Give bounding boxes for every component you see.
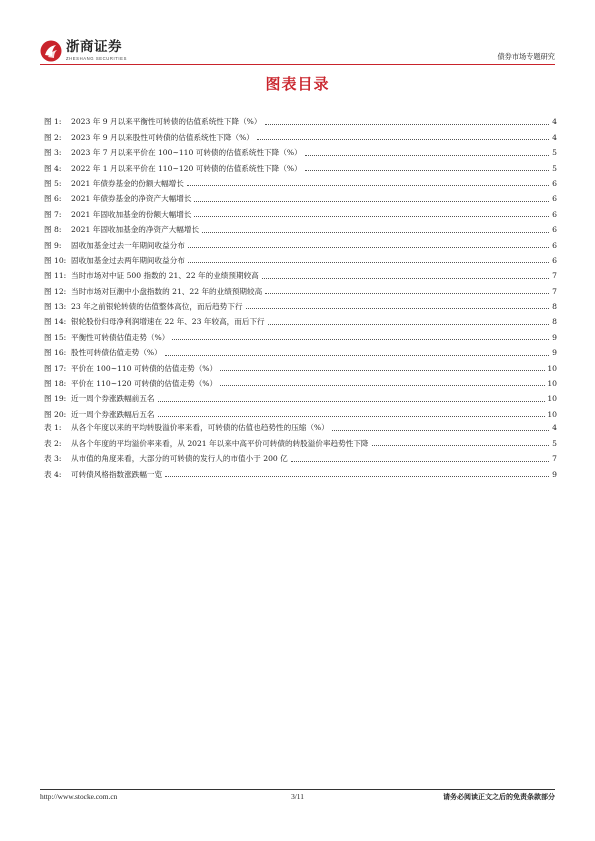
entry-title: 固收加基金过去两年期间收益分布 (71, 255, 185, 265)
dot-leader (165, 355, 549, 356)
entry-title: 近一周个券涨跌幅后五名 (71, 409, 155, 419)
entry-page-number: 7 (552, 271, 557, 281)
entry-page-number: 5 (552, 148, 557, 158)
entry-page-number: 6 (552, 255, 557, 265)
entry-label: 图 9: (44, 240, 62, 250)
entry-page-number: 6 (552, 178, 557, 188)
entry-title: 固收加基金过去一年期间收益分布 (71, 240, 185, 250)
dot-leader (194, 201, 549, 202)
table-entry[interactable] (44, 464, 557, 479)
page-footer (40, 792, 555, 804)
entry-title: 平价在 110~120 可转债的估值走势（%） (71, 379, 218, 389)
entry-label: 图 8: (44, 225, 62, 235)
figure-entry[interactable] (44, 235, 557, 250)
dot-leader (202, 232, 549, 233)
dot-leader (265, 293, 549, 294)
entry-label: 图 18: (44, 379, 67, 389)
logo-english-name: ZHESHANG SECURITIES (66, 55, 127, 61)
entry-page-number: 8 (552, 317, 557, 327)
entry-title: 2021 年固收加基金的份额大幅增长 (71, 209, 192, 219)
entry-page-number: 10 (547, 409, 557, 419)
figure-entry[interactable] (44, 174, 557, 189)
entry-label: 图 5: (44, 178, 62, 188)
entry-label: 图 6: (44, 194, 62, 204)
figure-entry[interactable] (44, 343, 557, 358)
entry-title: 2022 年 1 月以来平价在 110~120 可转债的估值系统性下降（%） (71, 163, 302, 173)
disclaimer-note: 请务必阅读正文之后的免责条款部分 (443, 792, 555, 801)
dot-leader (268, 324, 549, 325)
dot-leader (246, 308, 549, 309)
dot-leader (188, 262, 549, 263)
entry-label: 图 4: (44, 163, 62, 173)
entry-title: 2021 年固收加基金的净资产大幅增长 (71, 225, 200, 235)
entry-title: 23 年之前银轮转债的估值整体高位，而后趋势下行 (71, 302, 243, 312)
entry-page-number: 6 (552, 225, 557, 235)
entry-title: 从市值的角度来看，大部分的可转债的发行人的市值小于 200 亿 (71, 454, 288, 464)
dot-leader (305, 155, 549, 156)
figure-list (44, 112, 557, 420)
entry-title: 2021 年债券基金的份额大幅增长 (71, 178, 184, 188)
figure-entry[interactable] (44, 312, 557, 327)
entry-label: 图 1: (44, 117, 62, 127)
entry-title: 银轮股份归母净利润增速在 22 年、23 年较高，而后下行 (71, 317, 265, 327)
entry-title: 平价在 100~110 可转债的估值走势（%） (71, 363, 218, 373)
entry-page-number: 9 (552, 348, 557, 358)
entry-page-number: 7 (552, 286, 557, 296)
report-type: 债券市场专题研究 (497, 52, 555, 61)
entry-title: 2023 年 9 月以来平衡性可转债的估值系统性下降（%） (71, 117, 262, 127)
figure-entry[interactable] (44, 204, 557, 219)
table-entry[interactable] (44, 418, 557, 433)
entry-title: 近一周个券涨跌幅前五名 (71, 394, 155, 404)
figure-entry[interactable] (44, 112, 557, 127)
entry-title: 2021 年债券基金的净资产大幅增长 (71, 194, 192, 204)
figure-entry[interactable] (44, 251, 557, 266)
entry-label: 表 3: (44, 454, 62, 464)
website-link[interactable]: http://www.stocke.com.cn (40, 792, 118, 801)
entry-label: 图 14: (44, 317, 67, 327)
figure-entry[interactable] (44, 374, 557, 389)
entry-page-number: 5 (552, 438, 557, 448)
entry-title: 当时市场对巨潮中小盘指数的 21、22 年的业绩预期较高 (71, 286, 263, 296)
entry-title: 当时市场对中证 500 指数的 21、22 年的业绩预期较高 (71, 271, 259, 281)
dot-leader (257, 139, 549, 140)
dot-leader (332, 430, 549, 431)
entry-label: 图 15: (44, 332, 67, 342)
entry-label: 图 12: (44, 286, 67, 296)
dot-leader (165, 476, 549, 477)
entry-page-number: 7 (552, 454, 557, 464)
entry-page-number: 10 (547, 363, 557, 373)
entry-title: 2023 年 9 月以来股性可转债的估值系统性下降（%） (71, 132, 254, 142)
table-list (44, 418, 557, 480)
figure-entry[interactable] (44, 327, 557, 342)
entry-page-number: 8 (552, 302, 557, 312)
dot-leader (265, 124, 550, 125)
figure-entry[interactable] (44, 158, 557, 173)
entry-label: 图 10: (44, 255, 67, 265)
entry-page-number: 6 (552, 209, 557, 219)
header-divider (40, 64, 555, 65)
figure-entry[interactable] (44, 143, 557, 158)
page-title: 图表目录 (265, 75, 330, 93)
entry-page-number: 10 (547, 394, 557, 404)
dot-leader (158, 401, 546, 402)
entry-label: 图 13: (44, 302, 67, 312)
logo-chinese-name: 浙商证券 (66, 39, 122, 56)
entry-title: 可转债风格指数涨跌幅一览 (71, 469, 163, 479)
dot-leader (220, 385, 545, 386)
entry-label: 图 3: (44, 148, 62, 158)
figure-entry[interactable] (44, 281, 557, 296)
figure-entry[interactable] (44, 389, 557, 404)
dot-leader (305, 170, 549, 171)
table-entry[interactable] (44, 433, 557, 448)
entry-label: 表 4: (44, 469, 62, 479)
entry-title: 股性可转债估值走势（%） (71, 348, 162, 358)
entry-page-number: 4 (552, 423, 557, 433)
dot-leader (172, 339, 549, 340)
figure-entry[interactable] (44, 127, 557, 142)
entry-label: 图 17: (44, 363, 67, 373)
figure-entry[interactable] (44, 266, 557, 281)
page-header (40, 38, 555, 64)
entry-label: 表 1: (44, 423, 62, 433)
entry-page-number: 5 (552, 163, 557, 173)
dot-leader (262, 278, 549, 279)
entry-label: 图 2: (44, 132, 62, 142)
figure-entry[interactable] (44, 358, 557, 373)
entry-page-number: 4 (552, 132, 557, 142)
footer-divider (40, 789, 555, 790)
entry-label: 图 11: (44, 271, 67, 281)
entry-label: 图 16: (44, 348, 67, 358)
entry-title: 从各个年度的平均溢价率来看，从 2021 年以来中高平价可转债的转股溢价率趋势性下降 (71, 438, 369, 448)
entry-page-number: 6 (552, 194, 557, 204)
zheshang-logo-icon (40, 40, 62, 62)
entry-title: 从各个年度以来的平均转股溢价率来看，可转债的估值也趋势性的压缩（%） (71, 423, 329, 433)
entry-label: 表 2: (44, 438, 62, 448)
dot-leader (187, 185, 549, 186)
dot-leader (291, 461, 549, 462)
company-logo (40, 38, 127, 64)
dot-leader (194, 216, 549, 217)
dot-leader (372, 445, 549, 446)
entry-label: 图 20: (44, 409, 67, 419)
page-number: 3/11 (291, 792, 304, 801)
figure-entry[interactable] (44, 220, 557, 235)
entry-page-number: 9 (552, 469, 557, 479)
entry-label: 图 19: (44, 394, 67, 404)
entry-title: 平衡性可转债估值走势（%） (71, 332, 170, 342)
entry-page-number: 10 (547, 379, 557, 389)
entry-page-number: 9 (552, 332, 557, 342)
table-entry[interactable] (44, 449, 557, 464)
figure-entry[interactable] (44, 189, 557, 204)
dot-leader (220, 370, 545, 371)
entry-label: 图 7: (44, 209, 62, 219)
figure-entry[interactable] (44, 297, 557, 312)
dot-leader (188, 247, 549, 248)
entry-page-number: 4 (552, 117, 557, 127)
entry-page-number: 6 (552, 240, 557, 250)
entry-title: 2023 年 7 月以来平价在 100~110 可转债的估值系统性下降（%） (71, 148, 302, 158)
